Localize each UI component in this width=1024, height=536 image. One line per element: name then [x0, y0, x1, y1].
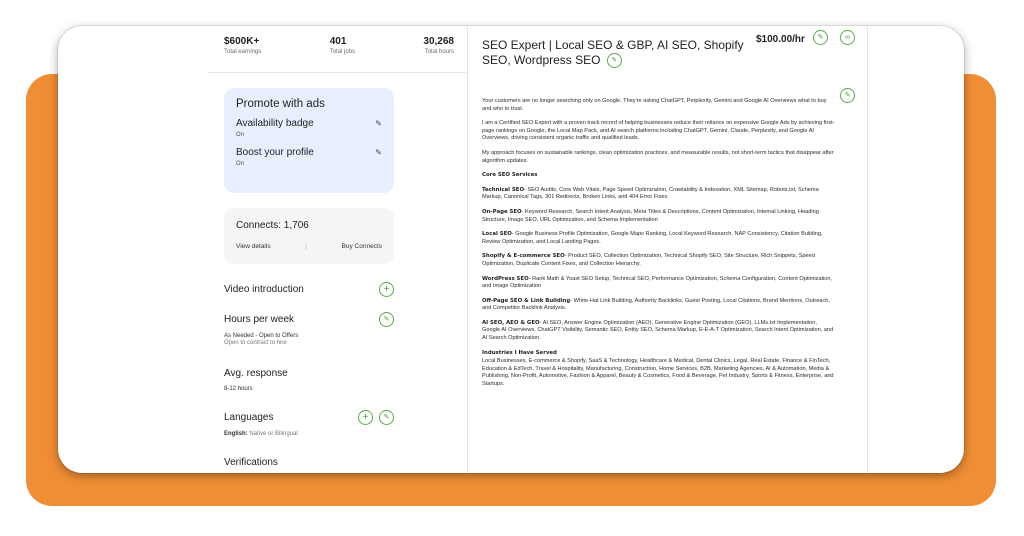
- stat-hours: 30,268 Total hours: [423, 36, 454, 55]
- connects-title: Connects: 1,706: [236, 220, 309, 231]
- profile-description: [482, 98, 836, 396]
- video-section: [224, 282, 394, 297]
- service-item: Shopify & E-commerce SEO- Product SEO, Collection Optimization, Technical Shopify SEO, Site Structure, Rich Snippets, Speed Optimization, Duplicate Content Fixes, and Collection Hierarchy.: [482, 253, 815, 267]
- video-title: Video introduction: [224, 284, 304, 295]
- service-item: Technical SEO- SEO Audits, Core Web Vitals, Page Speed Optimization, Crawlability & Indexation, XML Sitemap, Robots.txt, Schema Markup, Canonical Tags, 301 Redirects, Broken Links, and 404 Error Fixes.: [482, 186, 819, 201]
- pencil-icon[interactable]: ✎: [379, 410, 394, 425]
- language-level: Native or Bilingual: [249, 431, 298, 437]
- promote-panel: [224, 88, 394, 193]
- plus-icon[interactable]: +: [358, 410, 373, 425]
- description-paragraph: I am a Certified SEO Expert with a proven track record of helping businesses reduce their reliance on expensive Google Ads by achieving first-page rankings on Google, the Local Map Pack, and AI search platforms including ChatGPT, Gemini, Claude, Perplexity, and Google AI Overviews, driving consistent organic traffic and qualified leads.: [482, 120, 835, 142]
- hourly-rate: $100.00/hr: [756, 34, 805, 45]
- description-paragraph: Your customers are no longer searching only on Google. They're asking ChatGPT, Perplexity, Gemini and Google AI Overviews what to buy and who to trust.: [482, 98, 827, 112]
- service-item: AI SEO, AEO & GEO- AI SEO, Answer Engine Optimization (AEO), Generative Engine Optimization (GEO), LLMs.txt Implementation, Google AI Overviews, ChatGPT Visibility, Semantic SEO, Entity SEO, Schema Markup, E-E-A-T Optimization, Search Intent Optimization, and AI Search Optimization.: [482, 319, 834, 342]
- service-item: Local SEO- Google Business Profile Optimization, Google Maps Ranking, Local Keyword Research, NAP Consistency, Citation Building, Review Optimization, and Local Landing Pages.: [482, 231, 823, 245]
- divider: [208, 72, 468, 73]
- view-details-link[interactable]: View details: [236, 243, 271, 250]
- language-name: English:: [224, 431, 248, 437]
- separator: |: [305, 243, 307, 250]
- pencil-icon[interactable]: ✎: [375, 119, 382, 128]
- languages-title: Languages: [224, 412, 274, 423]
- availability-badge-label: Availability badge: [236, 118, 314, 129]
- verifications-section: [224, 457, 394, 468]
- industries-heading: Industries I Have Served: [482, 349, 557, 356]
- core-services-heading: Core SEO Services: [482, 172, 538, 179]
- description-paragraph: My approach focuses on sustainable rankings, clean optimization practices, and measurable results, not short-term tactics that disappear after algorithm updates.: [482, 149, 834, 164]
- pencil-icon[interactable]: ✎: [607, 53, 622, 68]
- service-item: Off-Page SEO & Link Building- White-Hat Link Building, Authority Backlinks, Guest Posting, Local Citations, Brand Mentions, Outreach, and Competitor Backlink Analysis.: [482, 297, 830, 312]
- plus-icon[interactable]: +: [379, 282, 394, 297]
- boost-status: On: [236, 161, 245, 167]
- verifications-title: Verifications: [224, 457, 278, 468]
- stat-earnings: $600K+ Total earnings: [224, 36, 262, 55]
- buy-connects-link[interactable]: Buy Connects: [341, 243, 382, 250]
- stat-jobs: 401 Total jobs: [329, 36, 356, 55]
- boost-profile-label: Boost your profile: [236, 147, 314, 158]
- link-icon[interactable]: ∞: [840, 30, 855, 45]
- sidebar: [208, 26, 468, 473]
- pencil-icon[interactable]: ✎: [840, 88, 855, 103]
- connects-panel: [224, 208, 394, 264]
- pencil-icon[interactable]: ✎: [813, 30, 828, 45]
- hours-section: [224, 312, 394, 346]
- hours-note: Open to contract to hire: [224, 340, 287, 346]
- service-item: On-Page SEO- Keyword Research, Search Intent Analysis, Meta Titles & Descriptions, Content Optimization, Internal Linking, Heading Structure, Image SEO, URL Optimization, and Schema Implementation: [482, 208, 819, 223]
- availability-status: On: [236, 132, 245, 138]
- hours-value: As Needed - Open to Offers: [224, 333, 299, 339]
- response-section: [224, 368, 394, 392]
- pencil-icon[interactable]: ✎: [379, 312, 394, 327]
- profile-title: SEO Expert | Local SEO & GBP, AI SEO, Shopify SEO, Wordpress SEO ✎: [482, 38, 744, 67]
- profile-main: [468, 26, 868, 473]
- response-title: Avg. response: [224, 368, 288, 379]
- promote-title: Promote with ads: [236, 98, 325, 110]
- hours-title: Hours per week: [224, 314, 295, 325]
- stats-row: [224, 36, 454, 55]
- response-value: 8-12 hours: [224, 386, 253, 392]
- profile-card: [58, 26, 964, 473]
- languages-section: [224, 410, 394, 437]
- industries-text: Local Businesses, E-commerce & Shopify, SaaS & Technology, Healthcare & Medical, Dental Clinics, Legal, Real Estate, Finance & FinTech, Education & EdTech, Travel & Hospitality, Manufacturing, Construction, Home Services, B2B, Marketing Agencies, AI & Automation, Media & Publishing, Non-Profit, Automotive, Fashion & Apparel, Beauty & Cosmetics, Food & Beverage, Pet Industry, Sports & Fitness, Enterprise, and Startups.: [482, 358, 834, 388]
- pencil-icon[interactable]: ✎: [375, 148, 382, 157]
- service-item: WordPress SEO- Rank Math & Yoast SEO Setup, Technical SEO, Performance Optimization, Schema Configuration, Content Optimization, and Image Optimization: [482, 275, 833, 290]
